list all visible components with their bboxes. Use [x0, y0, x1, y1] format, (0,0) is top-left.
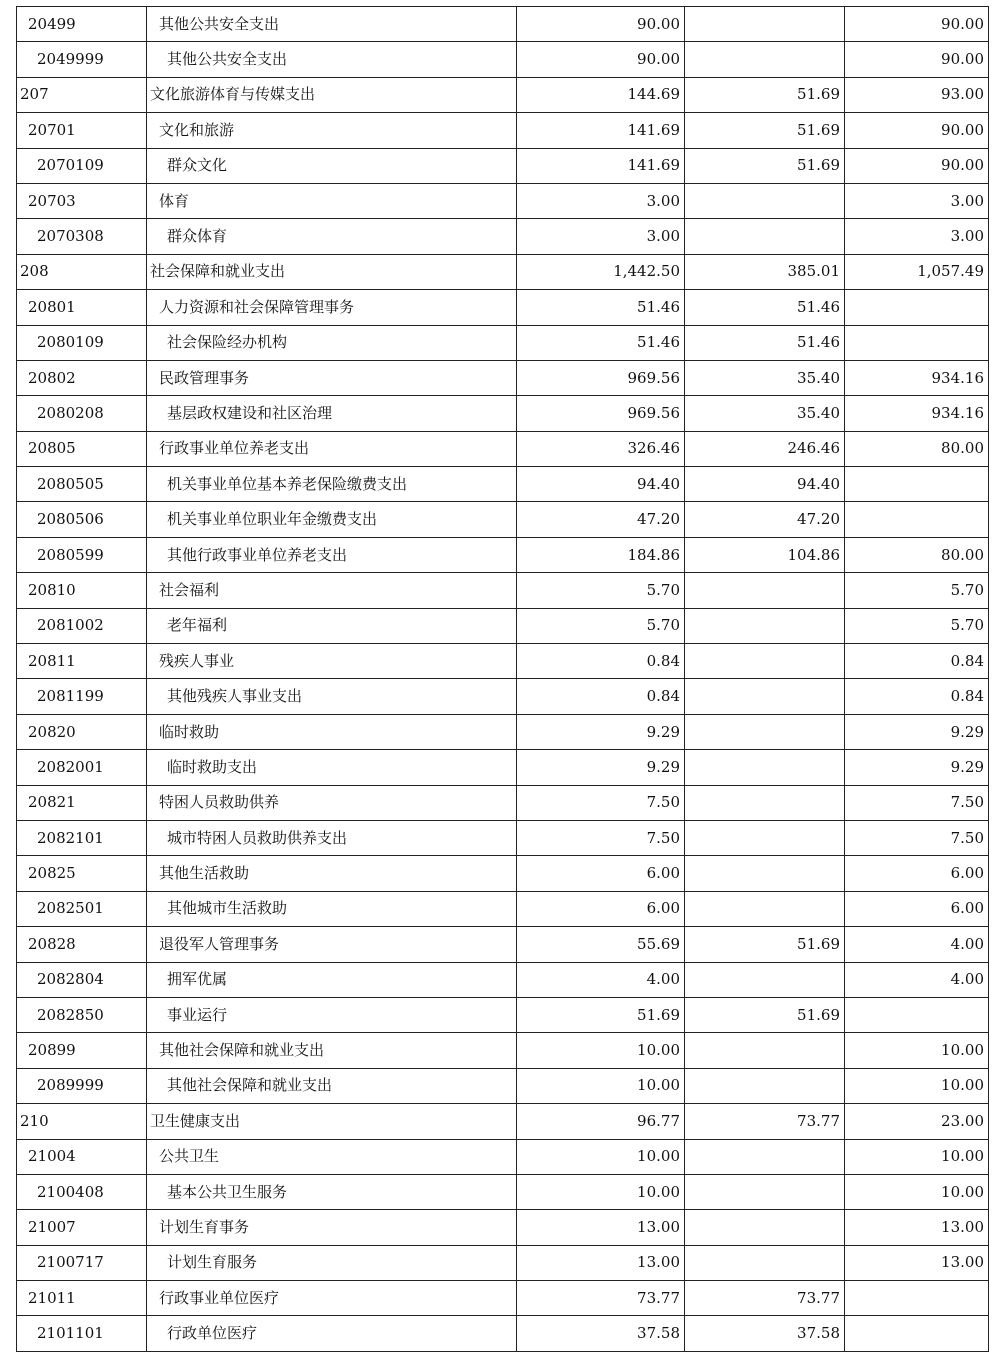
basic-expenditure-cell [685, 750, 845, 785]
project-expenditure-cell: 80.00 [845, 537, 989, 572]
table-row [17, 254, 989, 289]
table-row [17, 113, 989, 148]
total-amount-cell: 10.00 [517, 1033, 685, 1068]
project-expenditure-cell [845, 467, 989, 502]
total-amount-cell: 4.00 [517, 962, 685, 997]
project-expenditure-cell [845, 290, 989, 325]
total-amount-cell: 90.00 [517, 7, 685, 42]
table-row [17, 1033, 989, 1068]
basic-expenditure-cell: 104.86 [685, 537, 845, 572]
project-expenditure-cell: 13.00 [845, 1245, 989, 1280]
subject-code-cell: 208 [17, 254, 147, 289]
table-row [17, 1174, 989, 1209]
table-row [17, 962, 989, 997]
basic-expenditure-cell [685, 679, 845, 714]
total-amount-cell: 37.58 [517, 1316, 685, 1351]
total-amount-cell: 51.46 [517, 290, 685, 325]
basic-expenditure-cell [685, 962, 845, 997]
basic-expenditure-cell [685, 820, 845, 855]
basic-expenditure-cell [685, 1210, 845, 1245]
project-expenditure-cell: 9.29 [845, 750, 989, 785]
project-expenditure-cell: 13.00 [845, 1210, 989, 1245]
project-expenditure-cell: 934.16 [845, 396, 989, 431]
basic-expenditure-cell: 51.69 [685, 997, 845, 1032]
project-expenditure-cell: 90.00 [845, 148, 989, 183]
table-row [17, 290, 989, 325]
total-amount-cell: 0.84 [517, 679, 685, 714]
table-row [17, 396, 989, 431]
subject-code-cell: 20805 [17, 431, 147, 466]
total-amount-cell: 9.29 [517, 714, 685, 749]
subject-name-cell: 行政事业单位养老支出 [147, 431, 517, 466]
project-expenditure-cell [845, 1316, 989, 1351]
subject-name-cell: 行政单位医疗 [147, 1316, 517, 1351]
basic-expenditure-cell [685, 573, 845, 608]
table-row [17, 891, 989, 926]
total-amount-cell: 326.46 [517, 431, 685, 466]
subject-code-cell: 21011 [17, 1281, 147, 1316]
table-row [17, 1139, 989, 1174]
project-expenditure-cell: 23.00 [845, 1104, 989, 1139]
basic-expenditure-cell [685, 1068, 845, 1103]
table-row [17, 608, 989, 643]
subject-name-cell: 行政事业单位医疗 [147, 1281, 517, 1316]
basic-expenditure-cell: 73.77 [685, 1281, 845, 1316]
subject-name-cell: 其他城市生活救助 [147, 891, 517, 926]
basic-expenditure-cell [685, 608, 845, 643]
total-amount-cell: 94.40 [517, 467, 685, 502]
basic-expenditure-cell [685, 183, 845, 218]
total-amount-cell: 7.50 [517, 785, 685, 820]
basic-expenditure-cell [685, 1245, 845, 1280]
subject-code-cell: 20701 [17, 113, 147, 148]
total-amount-cell: 51.46 [517, 325, 685, 360]
project-expenditure-cell: 5.70 [845, 573, 989, 608]
total-amount-cell: 3.00 [517, 219, 685, 254]
subject-code-cell: 2070109 [17, 148, 147, 183]
total-amount-cell: 141.69 [517, 148, 685, 183]
basic-expenditure-cell: 51.69 [685, 113, 845, 148]
basic-expenditure-cell: 385.01 [685, 254, 845, 289]
subject-name-cell: 特困人员救助供养 [147, 785, 517, 820]
total-amount-cell: 0.84 [517, 644, 685, 679]
total-amount-cell: 47.20 [517, 502, 685, 537]
subject-code-cell: 20703 [17, 183, 147, 218]
subject-code-cell: 207 [17, 77, 147, 112]
subject-name-cell: 其他行政事业单位养老支出 [147, 537, 517, 572]
basic-expenditure-cell [685, 1033, 845, 1068]
project-expenditure-cell: 5.70 [845, 608, 989, 643]
total-amount-cell: 13.00 [517, 1210, 685, 1245]
table-row [17, 785, 989, 820]
subject-code-cell: 2080208 [17, 396, 147, 431]
subject-name-cell: 群众体育 [147, 219, 517, 254]
basic-expenditure-cell: 51.69 [685, 148, 845, 183]
project-expenditure-cell: 90.00 [845, 7, 989, 42]
basic-expenditure-cell [685, 219, 845, 254]
subject-name-cell: 临时救助 [147, 714, 517, 749]
basic-expenditure-cell [685, 785, 845, 820]
subject-name-cell: 民政管理事务 [147, 360, 517, 395]
project-expenditure-cell [845, 502, 989, 537]
project-expenditure-cell: 9.29 [845, 714, 989, 749]
project-expenditure-cell: 0.84 [845, 644, 989, 679]
table-row [17, 820, 989, 855]
table-row [17, 219, 989, 254]
project-expenditure-cell [845, 325, 989, 360]
subject-code-cell: 2089999 [17, 1068, 147, 1103]
subject-name-cell: 退役军人管理事务 [147, 927, 517, 962]
subject-code-cell: 2082850 [17, 997, 147, 1032]
subject-code-cell: 2100717 [17, 1245, 147, 1280]
subject-code-cell: 20801 [17, 290, 147, 325]
total-amount-cell: 13.00 [517, 1245, 685, 1280]
subject-code-cell: 20811 [17, 644, 147, 679]
subject-name-cell: 其他公共安全支出 [147, 42, 517, 77]
project-expenditure-cell: 3.00 [845, 219, 989, 254]
total-amount-cell: 969.56 [517, 360, 685, 395]
table-row [17, 77, 989, 112]
subject-name-cell: 临时救助支出 [147, 750, 517, 785]
subject-code-cell: 2081002 [17, 608, 147, 643]
subject-code-cell: 2082001 [17, 750, 147, 785]
project-expenditure-cell: 6.00 [845, 856, 989, 891]
subject-name-cell: 社会福利 [147, 573, 517, 608]
subject-code-cell: 20499 [17, 7, 147, 42]
basic-expenditure-cell: 47.20 [685, 502, 845, 537]
basic-expenditure-cell: 35.40 [685, 396, 845, 431]
total-amount-cell: 51.69 [517, 997, 685, 1032]
subject-name-cell: 其他社会保障和就业支出 [147, 1068, 517, 1103]
table-row [17, 856, 989, 891]
project-expenditure-cell: 934.16 [845, 360, 989, 395]
table-row [17, 1245, 989, 1280]
subject-name-cell: 文化和旅游 [147, 113, 517, 148]
total-amount-cell: 9.29 [517, 750, 685, 785]
project-expenditure-cell: 10.00 [845, 1033, 989, 1068]
basic-expenditure-cell: 51.46 [685, 325, 845, 360]
subject-name-cell: 人力资源和社会保障管理事务 [147, 290, 517, 325]
total-amount-cell: 5.70 [517, 573, 685, 608]
total-amount-cell: 6.00 [517, 891, 685, 926]
table-row [17, 467, 989, 502]
table-row [17, 1104, 989, 1139]
subject-name-cell: 卫生健康支出 [147, 1104, 517, 1139]
basic-expenditure-cell: 73.77 [685, 1104, 845, 1139]
subject-name-cell: 城市特困人员救助供养支出 [147, 820, 517, 855]
subject-code-cell: 2080599 [17, 537, 147, 572]
subject-code-cell: 2081199 [17, 679, 147, 714]
subject-code-cell: 2080506 [17, 502, 147, 537]
basic-expenditure-cell [685, 891, 845, 926]
total-amount-cell: 184.86 [517, 537, 685, 572]
project-expenditure-cell: 90.00 [845, 113, 989, 148]
project-expenditure-cell: 7.50 [845, 820, 989, 855]
table-row [17, 1068, 989, 1103]
basic-expenditure-cell: 51.69 [685, 77, 845, 112]
basic-expenditure-cell: 35.40 [685, 360, 845, 395]
project-expenditure-cell [845, 1281, 989, 1316]
total-amount-cell: 10.00 [517, 1068, 685, 1103]
table-row [17, 502, 989, 537]
subject-name-cell: 群众文化 [147, 148, 517, 183]
subject-code-cell: 20825 [17, 856, 147, 891]
table-row [17, 431, 989, 466]
subject-code-cell: 2101101 [17, 1316, 147, 1351]
basic-expenditure-cell [685, 7, 845, 42]
table-body [17, 7, 989, 1352]
subject-name-cell: 其他公共安全支出 [147, 7, 517, 42]
basic-expenditure-cell: 37.58 [685, 1316, 845, 1351]
table-row [17, 42, 989, 77]
total-amount-cell: 3.00 [517, 183, 685, 218]
total-amount-cell: 1,442.50 [517, 254, 685, 289]
table-row [17, 573, 989, 608]
project-expenditure-cell: 93.00 [845, 77, 989, 112]
subject-name-cell: 社会保险经办机构 [147, 325, 517, 360]
subject-name-cell: 其他社会保障和就业支出 [147, 1033, 517, 1068]
project-expenditure-cell: 90.00 [845, 42, 989, 77]
subject-code-cell: 2049999 [17, 42, 147, 77]
total-amount-cell: 73.77 [517, 1281, 685, 1316]
total-amount-cell: 141.69 [517, 113, 685, 148]
subject-name-cell: 其他生活救助 [147, 856, 517, 891]
table-row [17, 927, 989, 962]
subject-code-cell: 20899 [17, 1033, 147, 1068]
subject-code-cell: 210 [17, 1104, 147, 1139]
project-expenditure-cell: 10.00 [845, 1068, 989, 1103]
basic-expenditure-cell [685, 856, 845, 891]
subject-name-cell: 计划生育事务 [147, 1210, 517, 1245]
table-row [17, 148, 989, 183]
total-amount-cell: 6.00 [517, 856, 685, 891]
project-expenditure-cell: 80.00 [845, 431, 989, 466]
total-amount-cell: 96.77 [517, 1104, 685, 1139]
table-row [17, 325, 989, 360]
project-expenditure-cell: 0.84 [845, 679, 989, 714]
subject-code-cell: 2082804 [17, 962, 147, 997]
total-amount-cell: 7.50 [517, 820, 685, 855]
basic-expenditure-cell: 51.69 [685, 927, 845, 962]
project-expenditure-cell: 1,057.49 [845, 254, 989, 289]
table-row [17, 360, 989, 395]
project-expenditure-cell: 4.00 [845, 927, 989, 962]
budget-expenditure-table [16, 6, 989, 1352]
total-amount-cell: 969.56 [517, 396, 685, 431]
subject-name-cell: 文化旅游体育与传媒支出 [147, 77, 517, 112]
basic-expenditure-cell [685, 42, 845, 77]
table-row [17, 714, 989, 749]
table-row [17, 1281, 989, 1316]
subject-name-cell: 基本公共卫生服务 [147, 1174, 517, 1209]
table-row [17, 644, 989, 679]
subject-code-cell: 20810 [17, 573, 147, 608]
project-expenditure-cell: 10.00 [845, 1174, 989, 1209]
subject-code-cell: 21007 [17, 1210, 147, 1245]
project-expenditure-cell: 10.00 [845, 1139, 989, 1174]
project-expenditure-cell: 6.00 [845, 891, 989, 926]
table-row [17, 1210, 989, 1245]
table-row [17, 183, 989, 218]
project-expenditure-cell: 3.00 [845, 183, 989, 218]
basic-expenditure-cell [685, 1174, 845, 1209]
total-amount-cell: 90.00 [517, 42, 685, 77]
subject-code-cell: 2070308 [17, 219, 147, 254]
basic-expenditure-cell: 246.46 [685, 431, 845, 466]
subject-name-cell: 拥军优属 [147, 962, 517, 997]
subject-code-cell: 20821 [17, 785, 147, 820]
subject-code-cell: 2082101 [17, 820, 147, 855]
project-expenditure-cell [845, 997, 989, 1032]
subject-name-cell: 基层政权建设和社区治理 [147, 396, 517, 431]
subject-code-cell: 2100408 [17, 1174, 147, 1209]
table-row [17, 537, 989, 572]
subject-code-cell: 20820 [17, 714, 147, 749]
subject-name-cell: 体育 [147, 183, 517, 218]
subject-name-cell: 机关事业单位职业年金缴费支出 [147, 502, 517, 537]
basic-expenditure-cell [685, 1139, 845, 1174]
subject-code-cell: 2082501 [17, 891, 147, 926]
subject-name-cell: 机关事业单位基本养老保险缴费支出 [147, 467, 517, 502]
subject-name-cell: 社会保障和就业支出 [147, 254, 517, 289]
total-amount-cell: 10.00 [517, 1174, 685, 1209]
basic-expenditure-cell: 94.40 [685, 467, 845, 502]
basic-expenditure-cell: 51.46 [685, 290, 845, 325]
subject-name-cell: 残疾人事业 [147, 644, 517, 679]
subject-name-cell: 事业运行 [147, 997, 517, 1032]
subject-name-cell: 其他残疾人事业支出 [147, 679, 517, 714]
total-amount-cell: 144.69 [517, 77, 685, 112]
total-amount-cell: 10.00 [517, 1139, 685, 1174]
subject-code-cell: 20802 [17, 360, 147, 395]
subject-name-cell: 老年福利 [147, 608, 517, 643]
subject-name-cell: 公共卫生 [147, 1139, 517, 1174]
table-row [17, 750, 989, 785]
subject-code-cell: 20828 [17, 927, 147, 962]
total-amount-cell: 5.70 [517, 608, 685, 643]
table-row [17, 997, 989, 1032]
table-row [17, 7, 989, 42]
table-row [17, 679, 989, 714]
total-amount-cell: 55.69 [517, 927, 685, 962]
project-expenditure-cell: 4.00 [845, 962, 989, 997]
table-row [17, 1316, 989, 1351]
basic-expenditure-cell [685, 714, 845, 749]
subject-code-cell: 21004 [17, 1139, 147, 1174]
project-expenditure-cell: 7.50 [845, 785, 989, 820]
subject-code-cell: 2080505 [17, 467, 147, 502]
subject-code-cell: 2080109 [17, 325, 147, 360]
subject-name-cell: 计划生育服务 [147, 1245, 517, 1280]
basic-expenditure-cell [685, 644, 845, 679]
